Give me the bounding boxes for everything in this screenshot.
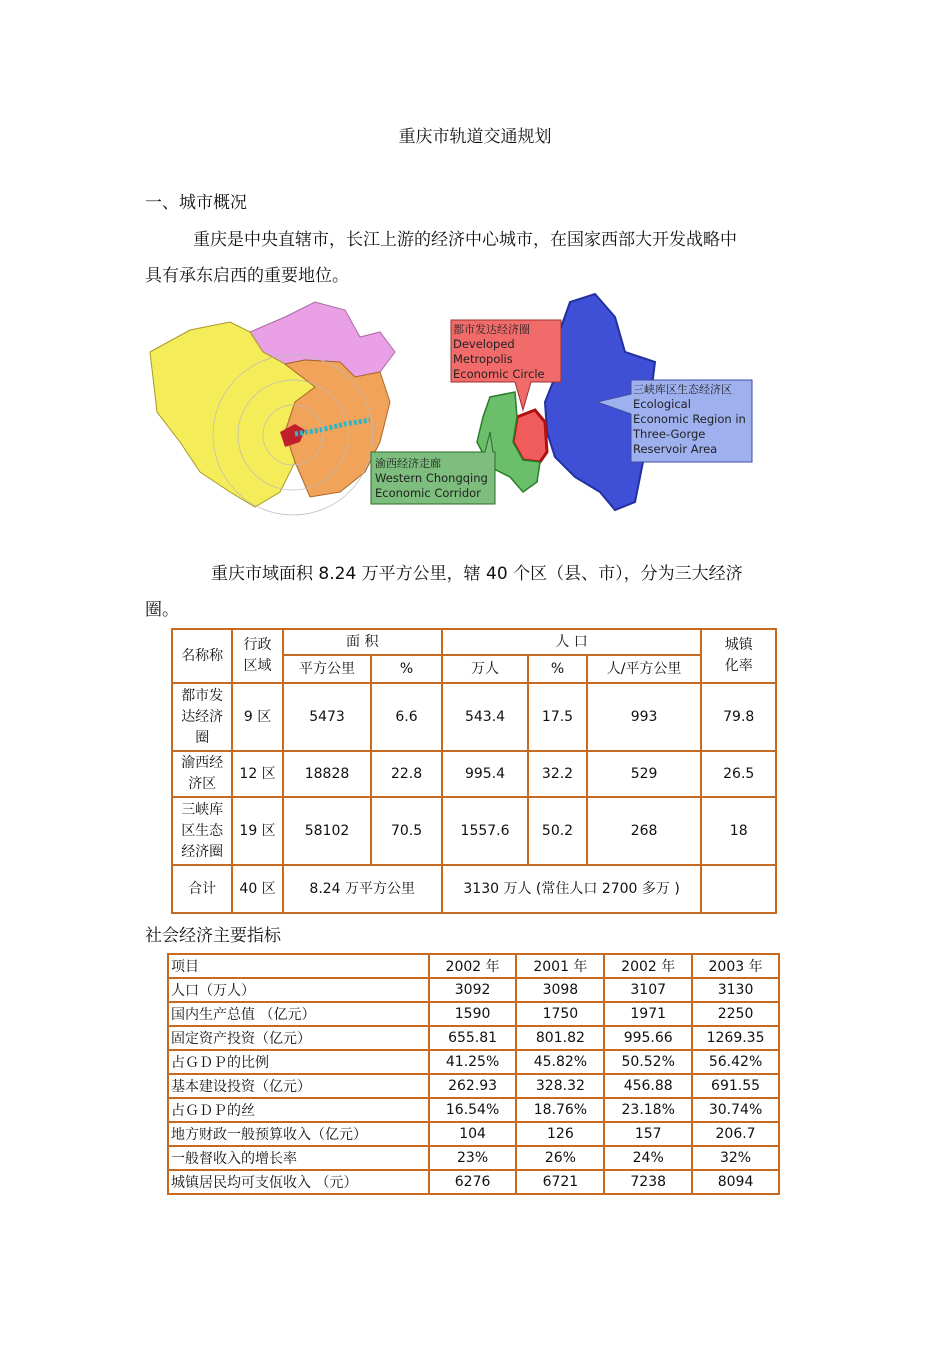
total-row (172, 865, 776, 913)
pop-pct-cell: 50.2 (528, 797, 586, 865)
econ-label-cell: 人口（万人） (168, 978, 429, 1002)
urban-cell: 26.5 (701, 751, 776, 797)
total-urban-cell (701, 865, 776, 913)
table-row (172, 683, 776, 751)
col-area-pct-header: % (371, 655, 441, 683)
intro-line-2: 具有承东启西的重要地位。 (145, 266, 349, 286)
col-pop-wan-header: 万人 (442, 655, 529, 683)
total-admin-cell: 40 区 (232, 865, 282, 913)
metro-callout: 都市发达经济圈 Developed Metropolis Economic Circle (453, 323, 545, 381)
econ-value-cell: 206.7 (692, 1122, 779, 1146)
econ-value-cell: 1971 (604, 1002, 692, 1026)
pop-cell: 995.4 (442, 751, 529, 797)
intro-paragraph (145, 222, 795, 294)
econ-value-cell: 50.52% (604, 1050, 692, 1074)
table-row (168, 1050, 779, 1074)
area-cell: 18828 (283, 751, 372, 797)
table-row (168, 1170, 779, 1194)
econ-value-cell: 45.82% (516, 1050, 604, 1074)
econ-label-cell: 一般督收入的增长率 (168, 1146, 429, 1170)
econ-label-cell: 国内生产总值 （亿元） (168, 1002, 429, 1026)
econ-value-cell: 7238 (604, 1170, 692, 1194)
density-cell: 529 (587, 751, 702, 797)
table-row (168, 1074, 779, 1098)
econ-value-cell: 1269.35 (692, 1026, 779, 1050)
col-urban-header: 城镇 化率 (701, 629, 776, 683)
area-paragraph (145, 556, 795, 628)
econ-value-cell: 995.66 (604, 1026, 692, 1050)
econ-value-cell: 32% (692, 1146, 779, 1170)
col-area-header: 面 积 (283, 629, 442, 655)
pop-cell: 1557.6 (442, 797, 529, 865)
col-name-header: 名称称 (172, 629, 232, 683)
econ-value-cell: 6721 (516, 1170, 604, 1194)
area-pct-cell: 22.8 (371, 751, 441, 797)
econ-value-cell: 3107 (604, 978, 692, 1002)
table-row (172, 797, 776, 865)
econ-value-cell: 18.76% (516, 1098, 604, 1122)
table-row (168, 1122, 779, 1146)
table-row (168, 1026, 779, 1050)
section-heading: 一、城市概况 (145, 193, 247, 213)
econ-value-cell: 6276 (429, 1170, 517, 1194)
page-title: 重庆市轨道交通规划 (398, 127, 552, 147)
econ-value-cell: 41.25% (429, 1050, 517, 1074)
table-row (168, 978, 779, 1002)
econ-label-cell: 占ＧＤＰ的比例 (168, 1050, 429, 1074)
region-name-cell: 渝西经 济区 (172, 751, 232, 797)
total-area-cell: 8.24 万平方公里 (283, 865, 442, 913)
table-row (168, 1146, 779, 1170)
region-header-row-1 (172, 629, 776, 655)
total-label-cell: 合计 (172, 865, 232, 913)
econ-value-cell: 801.82 (516, 1026, 604, 1050)
col-pop-header: 人 口 (442, 629, 702, 655)
urban-cell: 79.8 (701, 683, 776, 751)
econ-table (167, 953, 780, 1195)
econ-value-cell: 56.42% (692, 1050, 779, 1074)
pop-pct-cell: 32.2 (528, 751, 586, 797)
econ-header-row (168, 954, 779, 978)
econ-header-item: 项目 (168, 954, 429, 978)
table-row (168, 1098, 779, 1122)
region-table (171, 628, 777, 914)
econ-header-year: 2003 年 (692, 954, 779, 978)
econ-label-cell: 占ＧＤＰ的丝 (168, 1098, 429, 1122)
col-admin-header: 行政 区域 (232, 629, 282, 683)
econ-value-cell: 3130 (692, 978, 779, 1002)
density-cell: 268 (587, 797, 702, 865)
econ-value-cell: 23% (429, 1146, 517, 1170)
econ-value-cell: 126 (516, 1122, 604, 1146)
area-cell: 58102 (283, 797, 372, 865)
econ-label-cell: 地方财政一般预算收入（亿元） (168, 1122, 429, 1146)
area-pct-cell: 70.5 (371, 797, 441, 865)
econ-label-cell: 基本建设投资（亿元） (168, 1074, 429, 1098)
area-cell: 5473 (283, 683, 372, 751)
econ-value-cell: 655.81 (429, 1026, 517, 1050)
econ-value-cell: 3092 (429, 978, 517, 1002)
gorge-callout: 三峡库区生态经济区 Ecological Economic Region in Three-Gorge Reservoir Area (633, 383, 746, 456)
region-name-cell: 都市发 达经济 圈 (172, 683, 232, 751)
col-pop-density-header: 人/平方公里 (587, 655, 702, 683)
econ-value-cell: 328.32 (516, 1074, 604, 1098)
econ-caption: 社会经济主要指标 (145, 926, 281, 946)
admin-cell: 12 区 (232, 751, 282, 797)
econ-value-cell: 30.74% (692, 1098, 779, 1122)
west-callout: 渝西经济走廊 Western Chongqing Economic Corridor (375, 457, 488, 500)
econ-value-cell: 26% (516, 1146, 604, 1170)
econ-header-year: 2002 年 (604, 954, 692, 978)
chongqing-region-figure (145, 292, 765, 520)
econ-value-cell: 456.88 (604, 1074, 692, 1098)
econ-label-cell: 城镇居民均可支佤收入 （元） (168, 1170, 429, 1194)
econ-value-cell: 691.55 (692, 1074, 779, 1098)
admin-cell: 19 区 (232, 797, 282, 865)
china-map (150, 302, 395, 515)
econ-header-year: 2001 年 (516, 954, 604, 978)
econ-value-cell: 1590 (429, 1002, 517, 1026)
urban-cell: 18 (701, 797, 776, 865)
econ-value-cell: 16.54% (429, 1098, 517, 1122)
econ-value-cell: 262.93 (429, 1074, 517, 1098)
density-cell: 993 (587, 683, 702, 751)
area-pct-cell: 6.6 (371, 683, 441, 751)
pop-cell: 543.4 (442, 683, 529, 751)
econ-value-cell: 8094 (692, 1170, 779, 1194)
pop-pct-cell: 17.5 (528, 683, 586, 751)
econ-label-cell: 固定资产投资（亿元） (168, 1026, 429, 1050)
econ-header-year: 2002 年 (429, 954, 517, 978)
econ-value-cell: 157 (604, 1122, 692, 1146)
table-row (168, 1002, 779, 1026)
econ-value-cell: 1750 (516, 1002, 604, 1026)
intro-line-1: 重庆是中央直辖市，长江上游的经济中心城市，在国家西部大开发战略中 (193, 230, 737, 250)
econ-value-cell: 23.18% (604, 1098, 692, 1122)
table-row (172, 751, 776, 797)
admin-cell: 9 区 (232, 683, 282, 751)
area-line-2: 圈。 (145, 600, 179, 620)
col-pop-pct-header: % (528, 655, 586, 683)
econ-value-cell: 3098 (516, 978, 604, 1002)
area-line-1: 重庆市域面积 8.24 万平方公里，辖 40 个区（县、市），分为三大经济 (211, 564, 743, 584)
total-pop-cell: 3130 万人 (常住人口 2700 多万 ) (442, 865, 702, 913)
econ-value-cell: 104 (429, 1122, 517, 1146)
econ-value-cell: 2250 (692, 1002, 779, 1026)
col-area-sq-header: 平方公里 (283, 655, 372, 683)
econ-value-cell: 24% (604, 1146, 692, 1170)
region-name-cell: 三峡库 区生态 经济圈 (172, 797, 232, 865)
